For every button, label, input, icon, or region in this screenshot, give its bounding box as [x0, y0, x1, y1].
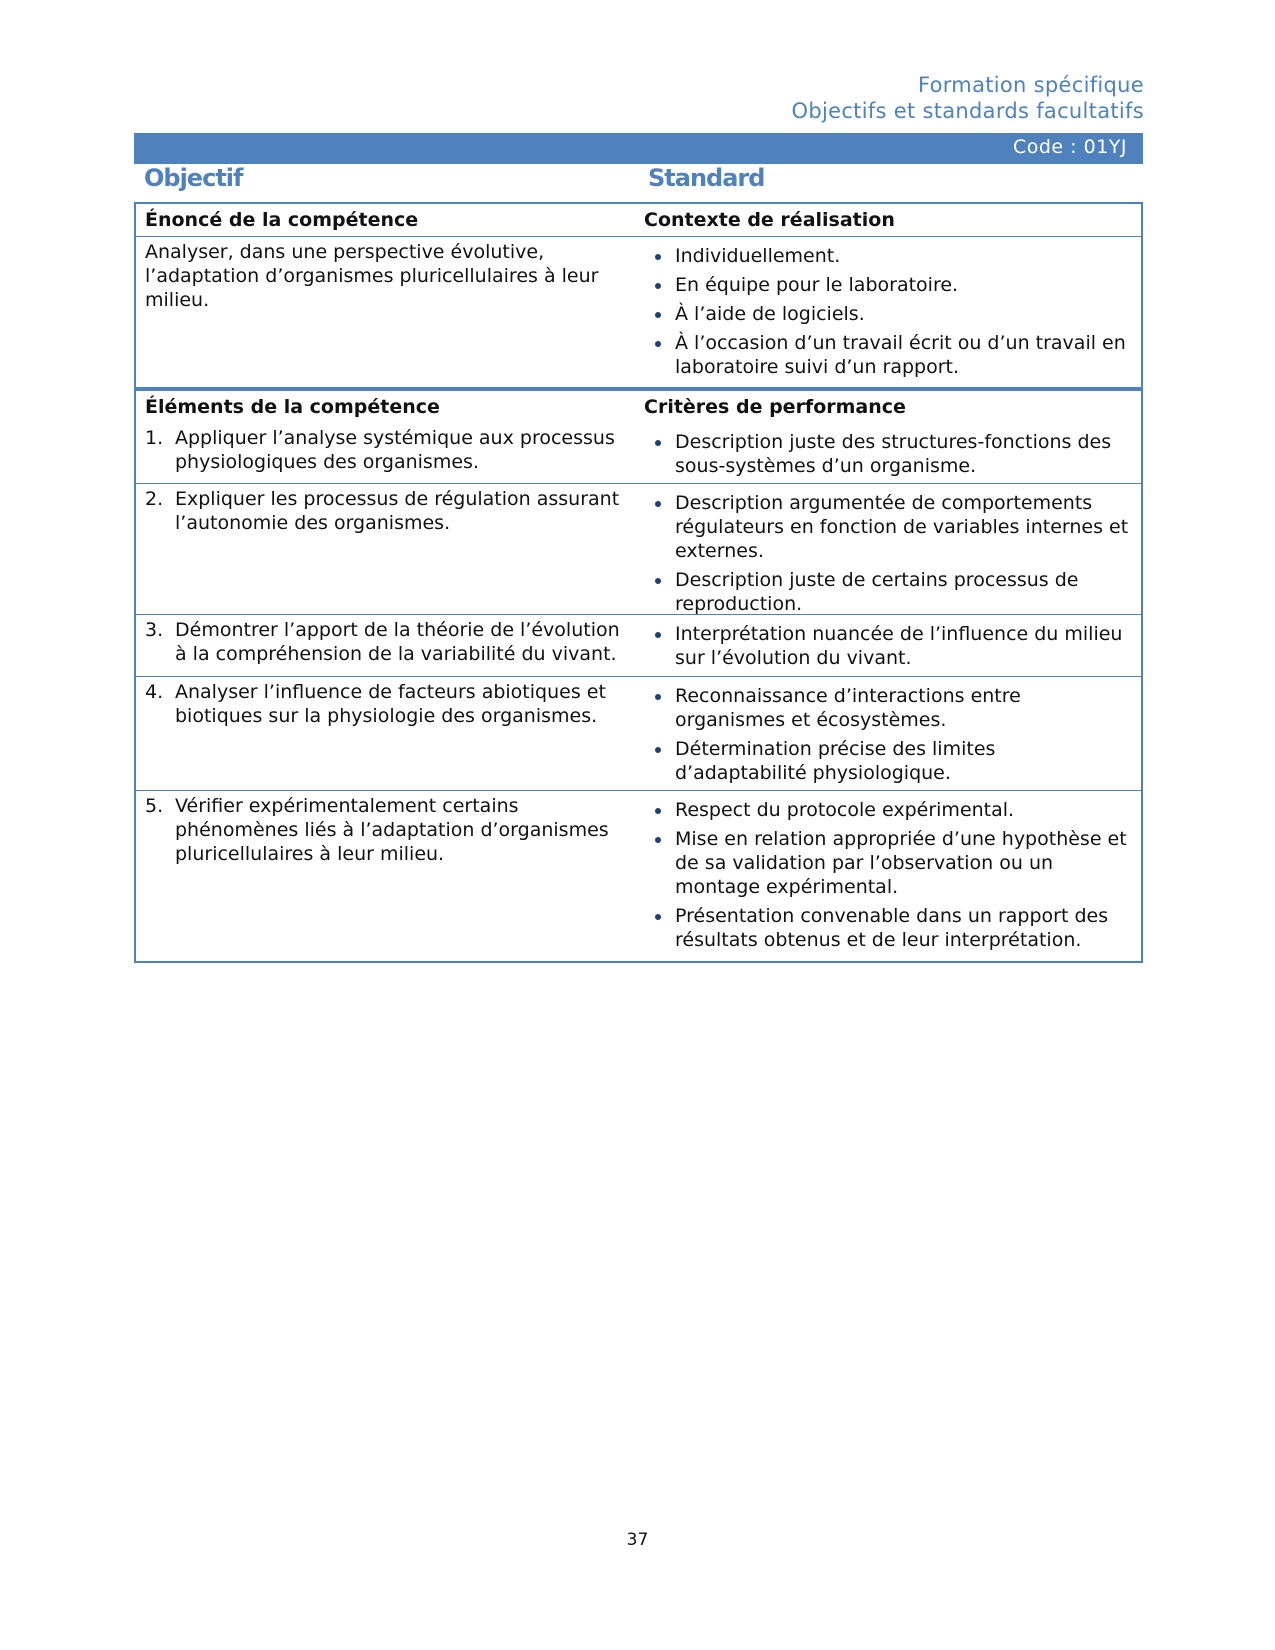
table-row	[136, 790, 1141, 961]
element-text: Appliquer l’analyse systémique aux processus physiologiques des organismes.	[175, 427, 615, 473]
criteres-list	[644, 684, 1133, 785]
element-text: Démontrer l’apport de la théorie de l’évolution à la compréhension de la variabilité du vivant.	[175, 619, 620, 665]
bullet-item: Présentation convenable dans un rapport des résultats obtenus et de leur interprétation.	[644, 904, 1133, 952]
section-standard: Standard	[648, 164, 765, 192]
bullet-item: Description juste des structures-fonctions des sous-systèmes d’un organisme.	[644, 430, 1133, 478]
element-text: Expliquer les processus de régulation assurant l’autonomie des organismes.	[175, 488, 620, 534]
bullet-item: À l’occasion d’un travail écrit ou d’un travail en laboratoire suivi d’un rapport.	[644, 331, 1133, 379]
col-title: Énoncé de la compétence	[145, 209, 419, 231]
course-code: Code : 01YJ	[1012, 136, 1127, 158]
bullet-item: Description juste de certains processus de reproduction.	[644, 568, 1133, 616]
criteres-list	[644, 798, 1133, 952]
page-number: 37	[626, 1530, 649, 1550]
element-number: 4.	[145, 681, 164, 703]
criteres-list	[644, 430, 1133, 478]
enonce-table	[134, 202, 1143, 389]
element-number: 5.	[145, 795, 164, 817]
bullet-item: À l’aide de logiciels.	[644, 302, 1133, 326]
bullet-item: Respect du protocole expérimental.	[644, 798, 1133, 822]
contexte-list	[644, 244, 1133, 379]
bullet-item: Reconnaissance d’interactions entre organismes et écosystèmes.	[644, 684, 1133, 732]
bullet-item: Description argumentée de comportements régulateurs en fonction de variables internes et externes.	[644, 491, 1133, 563]
enonce-text: Analyser, dans une perspective évolutive, l’adaptation d’organismes pluricellulaires à leur milieu.	[145, 241, 599, 311]
col-title: Éléments de la compétence	[145, 396, 440, 418]
table-row	[136, 483, 1141, 614]
criteres-list	[644, 622, 1133, 670]
elements-table	[134, 389, 1143, 963]
element-number: 2.	[145, 488, 164, 510]
table-row	[136, 423, 1141, 483]
bullet-item: Mise en relation appropriée d’une hypothèse et de sa validation par l’observation ou un montage expérimental.	[644, 827, 1133, 899]
bullet-item: Individuellement.	[644, 244, 1133, 268]
element-text: Analyser l’influence de facteurs abiotiques et biotiques sur la physiologie des organismes.	[175, 681, 606, 727]
table-row	[136, 614, 1141, 676]
col-title: Contexte de réalisation	[644, 209, 895, 231]
element-number: 1.	[145, 427, 164, 449]
section-objectif: Objectif	[144, 164, 243, 192]
element-text: Vérifier expérimentalement certains phénomènes liés à l’adaptation d’organismes pluricellulaires à leur milieu.	[175, 795, 609, 865]
table-row	[136, 676, 1141, 790]
header-subtitle: Objectifs et standards facultatifs	[791, 99, 1144, 123]
header-program: Formation spécifique	[917, 73, 1144, 97]
bullet-item: En équipe pour le laboratoire.	[644, 273, 1133, 297]
bullet-item: Interprétation nuancée de l’influence du milieu sur l’évolution du vivant.	[644, 622, 1133, 670]
col-title: Critères de performance	[644, 396, 906, 418]
element-number: 3.	[145, 619, 164, 641]
bullet-item: Détermination précise des limites d’adaptabilité physiologique.	[644, 737, 1133, 785]
criteres-list	[644, 491, 1133, 616]
code-bar	[134, 133, 1143, 164]
